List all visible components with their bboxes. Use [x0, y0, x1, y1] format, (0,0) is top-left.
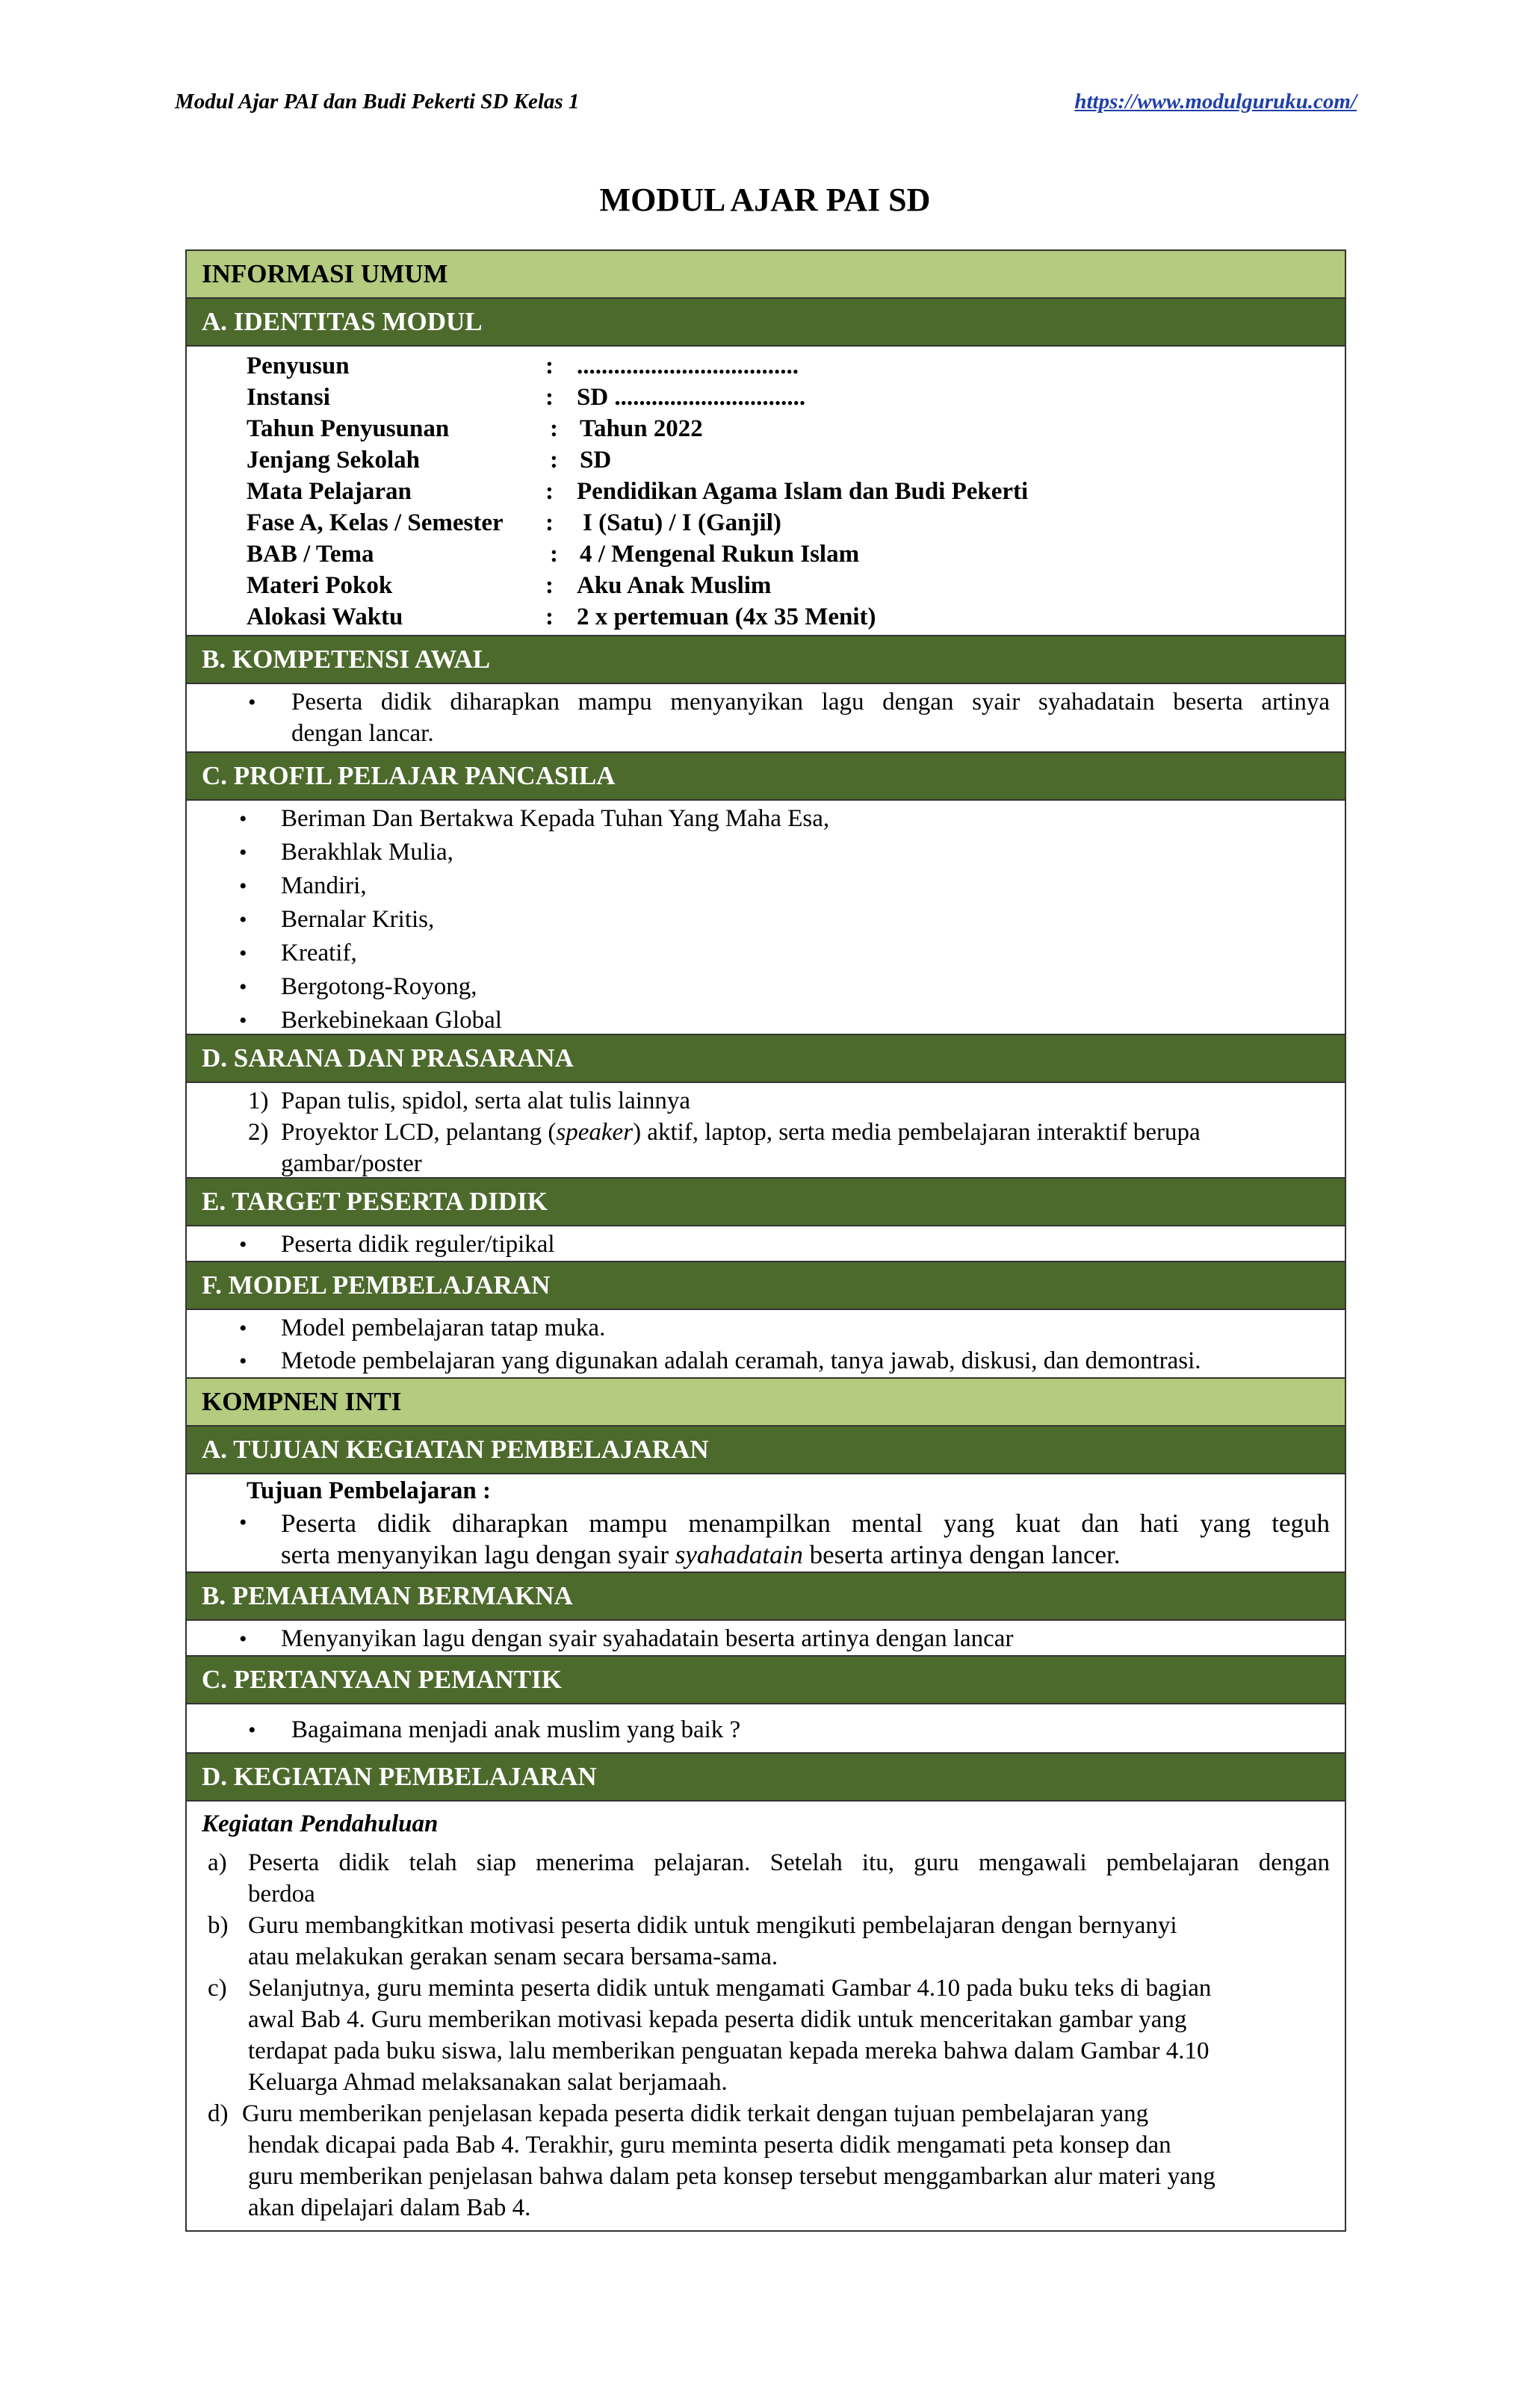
list-item: Selanjutnya, guru meminta peserta didik untuk mengamati Gambar 4.10 pada buku teks di bagian	[248, 1975, 1212, 2002]
list-item: Guru memberikan penjelasan kepada peserta didik terkait dengan tujuan pembelajaran yang	[242, 2100, 1149, 2127]
section-title: KOMPNEN INTI	[202, 1387, 402, 1416]
pertanyaan-list	[187, 1704, 1345, 1754]
field-sep: :	[550, 447, 558, 474]
bullet-icon: •	[239, 1510, 247, 1535]
heading-text: E. TARGET PESERTA DIDIK	[202, 1187, 548, 1216]
list-item: Papan tulis, spidol, serta alat tulis lainnya	[281, 1087, 691, 1114]
heading-text: A. IDENTITAS MODUL	[202, 307, 483, 336]
heading-text: D. SARANA DAN PRASARANA	[202, 1043, 574, 1073]
bullet-icon: •	[248, 690, 256, 715]
field-value: 4 / Mengenal Rukun Islam	[580, 541, 860, 568]
list-item: Kreatif,	[281, 940, 357, 966]
list-item-cont: akan dipelajari dalam Bab 4.	[248, 2194, 531, 2221]
list-item-cont: awal Bab 4. Guru memberikan motivasi kepada peserta didik untuk menceritakan gambar yang	[248, 2006, 1187, 2033]
tujuan-block	[187, 1474, 1345, 1573]
section-informasi-umum	[187, 251, 1345, 299]
list-number: 1)	[248, 1087, 269, 1114]
text-part: ) aktif, laptop, serta media pembelajaran interaktif berupa	[633, 1119, 1201, 1146]
field-sep: :	[550, 541, 558, 568]
heading-target-peserta	[187, 1179, 1345, 1226]
list-item	[281, 1120, 1201, 1145]
list-item-cont: Keluarga Ahmad melaksanakan salat berjamaah.	[248, 2069, 728, 2096]
field-label: Materi Pokok	[247, 572, 393, 599]
bullet-icon: •	[239, 1008, 247, 1033]
list-item-cont: atau melakukan gerakan senam secara bersama-sama.	[248, 1943, 778, 1970]
section-komponen-inti	[187, 1379, 1345, 1427]
field-label: Fase A, Kelas / Semester	[247, 509, 504, 536]
running-header-title: Modul Ajar PAI dan Budi Pekerti SD Kelas 1	[175, 90, 580, 114]
list-item: Guru membangkitkan motivasi peserta didik untuk mengikuti pembelajaran dengan bernyanyi	[248, 1912, 1177, 1939]
heading-text: D. KEGIATAN PEMBELAJARAN	[202, 1762, 597, 1791]
list-number: c)	[208, 1975, 227, 2002]
tujuan-label: Tujuan Pembelajaran :	[247, 1477, 491, 1504]
text-emphasis: syahadatain	[675, 1540, 803, 1569]
kompetensi-text: Peserta didik diharapkan mampu menyanyikan lagu dengan syair syahadatain beserta artinya	[291, 689, 1330, 716]
field-sep: :	[550, 415, 558, 442]
heading-pemahaman-bermakna	[187, 1573, 1345, 1621]
list-item: Model pembelajaran tatap muka.	[281, 1315, 606, 1341]
field-sep: :	[545, 478, 554, 505]
tujuan-text: Peserta didik diharapkan mampu menampilkan mental yang kuat dan hati yang teguh	[281, 1509, 1330, 1538]
heading-kompetensi-awal	[187, 636, 1345, 684]
list-number: a)	[208, 1849, 227, 1876]
list-item: Peserta didik telah siap menerima pelajaran. Setelah itu, guru mengawali pembelajaran dengan	[248, 1849, 1330, 1876]
list-number: 2)	[248, 1119, 269, 1146]
list-item: Berakhlak Mulia,	[281, 839, 453, 866]
field-sep: :	[545, 353, 554, 379]
bullet-icon: •	[239, 1316, 247, 1341]
field-value: Aku Anak Muslim	[577, 572, 772, 599]
list-item: Bernalar Kritis,	[281, 906, 435, 933]
document-title: MODUL AJAR PAI SD	[599, 181, 931, 218]
running-header-link[interactable]: https://www.modulguruku.com/	[1074, 90, 1357, 114]
field-label: Instansi	[247, 384, 330, 411]
bullet-icon: •	[239, 874, 247, 899]
field-label: BAB / Tema	[247, 541, 374, 568]
list-number: d)	[208, 2100, 229, 2127]
bullet-icon: •	[239, 941, 247, 966]
heading-kegiatan-pembelajaran	[187, 1754, 1345, 1802]
list-number: b)	[208, 1912, 229, 1939]
field-value: ....................................	[577, 353, 799, 379]
heading-text: A. TUJUAN KEGIATAN PEMBELAJARAN	[202, 1435, 709, 1464]
list-item: Mandiri,	[281, 872, 367, 899]
text-emphasis: speaker	[556, 1119, 634, 1146]
field-sep: :	[545, 603, 554, 630]
heading-profil-pelajar	[187, 753, 1345, 801]
list-item-cont: gambar/poster	[281, 1150, 422, 1177]
bullet-icon: •	[239, 1232, 247, 1257]
field-label: Mata Pelajaran	[247, 478, 412, 505]
field-label: Penyusun	[247, 353, 350, 379]
field-sep: :	[545, 384, 554, 411]
text-part: serta menyanyikan lagu dengan syair	[281, 1540, 675, 1569]
kompetensi-text-cont: dengan lancar.	[291, 720, 434, 747]
text-part: Proyektor LCD, pelantang (	[281, 1119, 557, 1146]
heading-text: B. KOMPETENSI AWAL	[202, 645, 491, 674]
field-value: Pendidikan Agama Islam dan Budi Pekerti	[577, 478, 1029, 505]
field-label: Tahun Penyusunan	[247, 415, 450, 442]
field-value: Tahun 2022	[580, 415, 703, 442]
field-sep: :	[545, 509, 554, 536]
field-value: 2 x pertemuan (4x 35 Menit)	[577, 603, 876, 630]
kompetensi-block	[187, 684, 1345, 753]
field-label: Alokasi Waktu	[247, 603, 403, 630]
heading-text: B. PEMAHAMAN BERMAKNA	[202, 1581, 573, 1610]
field-label: Jenjang Sekolah	[247, 447, 420, 474]
list-item: Metode pembelajaran yang digunakan adalah ceramah, tanya jawab, diskusi, dan demontrasi.	[281, 1347, 1201, 1374]
list-item: Bagaimana menjadi anak muslim yang baik ?	[291, 1716, 741, 1743]
bullet-icon: •	[239, 975, 247, 999]
list-item: Bergotong-Royong,	[281, 973, 477, 1000]
heading-text: F. MODEL PEMBELAJARAN	[202, 1270, 551, 1300]
list-item: Beriman Dan Bertakwa Kepada Tuhan Yang Maha Esa,	[281, 805, 830, 832]
list-item-cont: terdapat pada buku siswa, lalu memberikan penguatan kepada mereka bahwa dalam Gambar 4.10	[248, 2038, 1210, 2064]
field-value: SD	[580, 447, 612, 474]
list-item-cont: hendak dicapai pada Bab 4. Terakhir, guru meminta peserta didik mengamati peta konsep dan	[248, 2132, 1171, 2159]
heading-pertanyaan-pemantik	[187, 1657, 1345, 1704]
bullet-icon: •	[239, 1349, 247, 1374]
heading-sarana-prasarana	[187, 1035, 1345, 1083]
bullet-icon: •	[239, 807, 247, 831]
bullet-icon: •	[239, 840, 247, 865]
list-item-cont: berdoa	[248, 1881, 315, 1908]
field-value: SD ...............................	[577, 384, 806, 411]
heading-model-pembelajaran	[187, 1262, 1345, 1310]
module-table	[185, 249, 1346, 2232]
bullet-icon: •	[239, 907, 247, 932]
text-part: beserta artinya dengan lancer.	[802, 1540, 1121, 1569]
list-item: Berkebinekaan Global	[281, 1007, 502, 1034]
sarana-list	[187, 1083, 1345, 1179]
heading-text: C. PROFIL PELAJAR PANCASILA	[202, 761, 616, 790]
bullet-icon: •	[248, 1718, 256, 1743]
list-item-cont: guru memberikan penjelasan bahwa dalam peta konsep tersebut menggambarkan alur materi yang	[248, 2163, 1215, 2190]
heading-text: C. PERTANYAAN PEMANTIK	[202, 1665, 562, 1694]
target-list	[187, 1226, 1345, 1262]
list-item: Menyanyikan lagu dengan syair syahadatain beserta artinya dengan lancar	[281, 1625, 1014, 1652]
bullet-icon: •	[239, 1627, 247, 1651]
field-value: I (Satu) / I (Ganjil)	[583, 509, 781, 536]
model-list	[187, 1310, 1345, 1379]
kegiatan-block	[187, 1802, 1345, 2230]
section-title: INFORMASI UMUM	[202, 259, 448, 288]
list-item: Peserta didik reguler/tipikal	[281, 1231, 555, 1258]
heading-tujuan-kegiatan	[187, 1427, 1345, 1474]
field-sep: :	[545, 572, 554, 599]
tujuan-text-cont	[281, 1542, 1121, 1568]
pemahaman-list	[187, 1621, 1345, 1657]
kegiatan-subheading: Kegiatan Pendahuluan	[202, 1810, 439, 1837]
identitas-block	[187, 347, 1345, 636]
heading-identitas-modul	[187, 299, 1345, 347]
profil-list	[187, 801, 1345, 1035]
